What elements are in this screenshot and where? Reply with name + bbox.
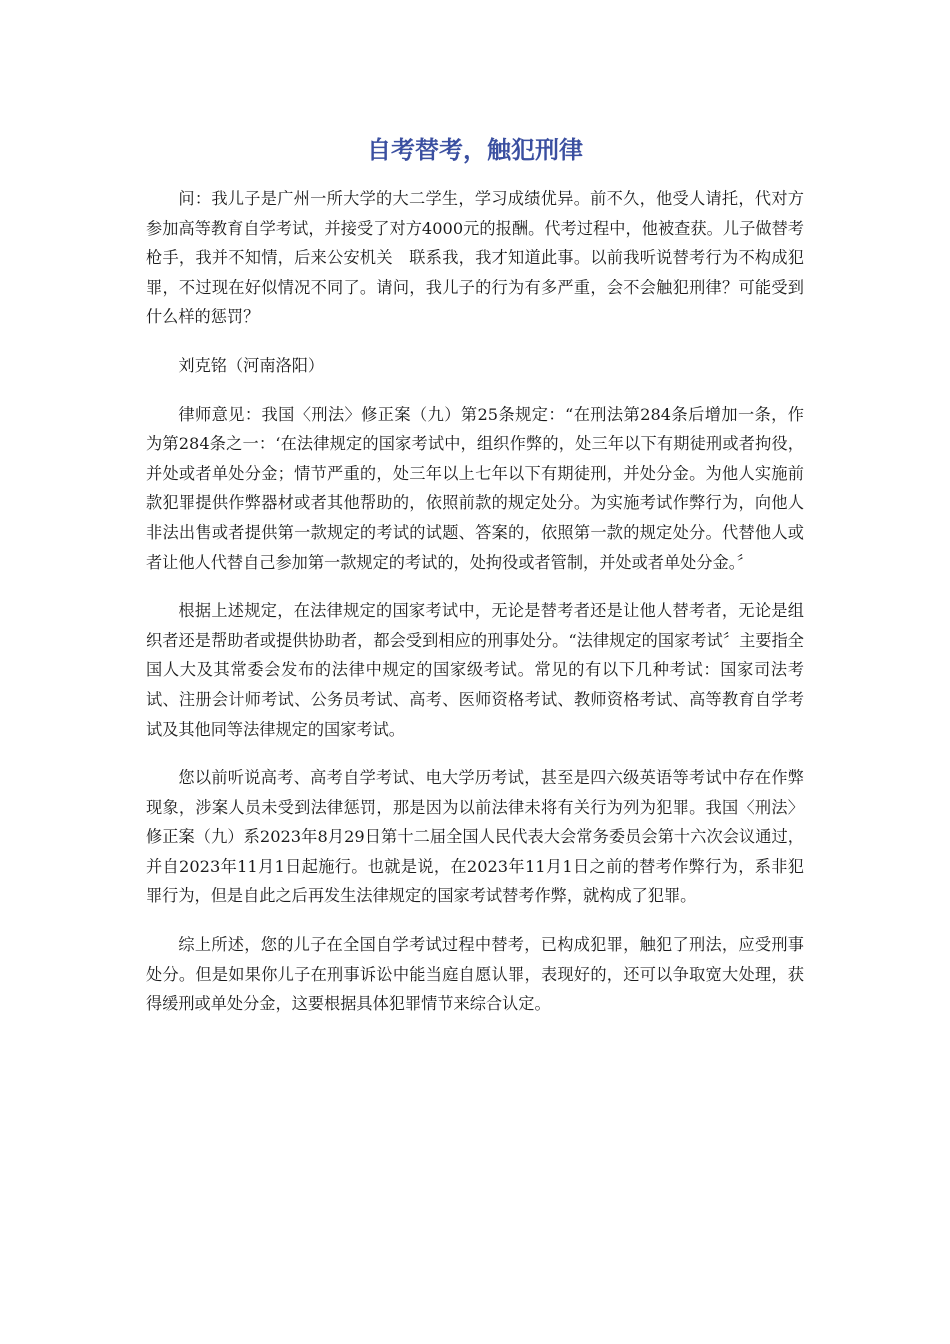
author-signature: 刘克铭（河南洛阳） — [178, 355, 325, 375]
conclusion-paragraph: 综上所述，您的儿子在全国自学考试过程中替考，已构成犯罪，触犯了刑法，应受刑事处分。但是如果你儿子在刑事诉讼中能当庭自愿认罪，表现好的，还可以争取宽大处理，获得缓刑或单处分金，这要根据具体犯罪情节来综合认定。 — [146, 935, 804, 1014]
history-paragraph: 您以前听说高考、高考自学考试、电大学历考试，甚至是四六级英语等考试中存在作弊现象，涉案人员未受到法律惩罚，那是因为以前法律未将有关行为列为犯罪。我国〈刑法〉修正案（九）系2023年8月29日第十二届全国人民代表大会常务委员会第十六次会议通过，并自2023年11月1日起施行。也就是说，在2023年11月1日之前的替考作弊行为，系非犯罪行为，但是自此之后再发生法律规定的国家考试替考作弊，就构成了犯罪。 — [146, 768, 804, 906]
lawyer-opinion-paragraph: 律师意见：我国〈刑法〉修正案（九）第25条规定：“在刑法第284条后增加一条，作为第284条之一：‘在法律规定的国家考试中，组织作弊的，处三年以下有期徒刑或者拘役，并处或者单处分金；情节严重的，处三年以上七年以下有期徒刑，并处分金。为他人实施前款犯罪提供作弊器材或者其他帮助的，依照前款的规定处分。为实施考试作弊行为，向他人非法出售或者提供第一款规定的考试的试题、答案的，依照第一款的规定处分。代替他人或者让他人代替自己参加第一款规定的考试的，处拘役或者管制，并处或者单处分金。〞 — [146, 404, 804, 572]
article-body — [146, 184, 804, 1038]
article-title: 自考替考，触犯刑律 — [367, 136, 583, 164]
question-paragraph: 问：我儿子是广州一所大学的大二学生，学习成绩优异。前不久，他受人请托，代对方参加高等教育自学考试，并接受了对方4000元的报酬。代考过程中，他被查获。儿子做替考枪手，我并不知情，后来公安机关 联系我，我才知道此事。以前我听说替考行为不构成犯罪，不过现在好似情况不同了。请问，我儿子的行为有多严重，会不会触犯刑律？可能受到什么样的惩罚？ — [146, 189, 804, 327]
analysis-paragraph: 根据上述规定，在法律规定的国家考试中，无论是替考者还是让他人替考者，无论是组织者还是帮助者或提供协助者，都会受到相应的刑事处分。“法律规定的国家考试〞主要指全国人大及其常委会发布的法律中规定的国家级考试。常见的有以下几种考试：国家司法考试、注册会计师考试、公务员考试、高考、医师资格考试、教师资格考试、高等教育自学考试及其他同等法律规定的国家考试。 — [146, 601, 804, 739]
